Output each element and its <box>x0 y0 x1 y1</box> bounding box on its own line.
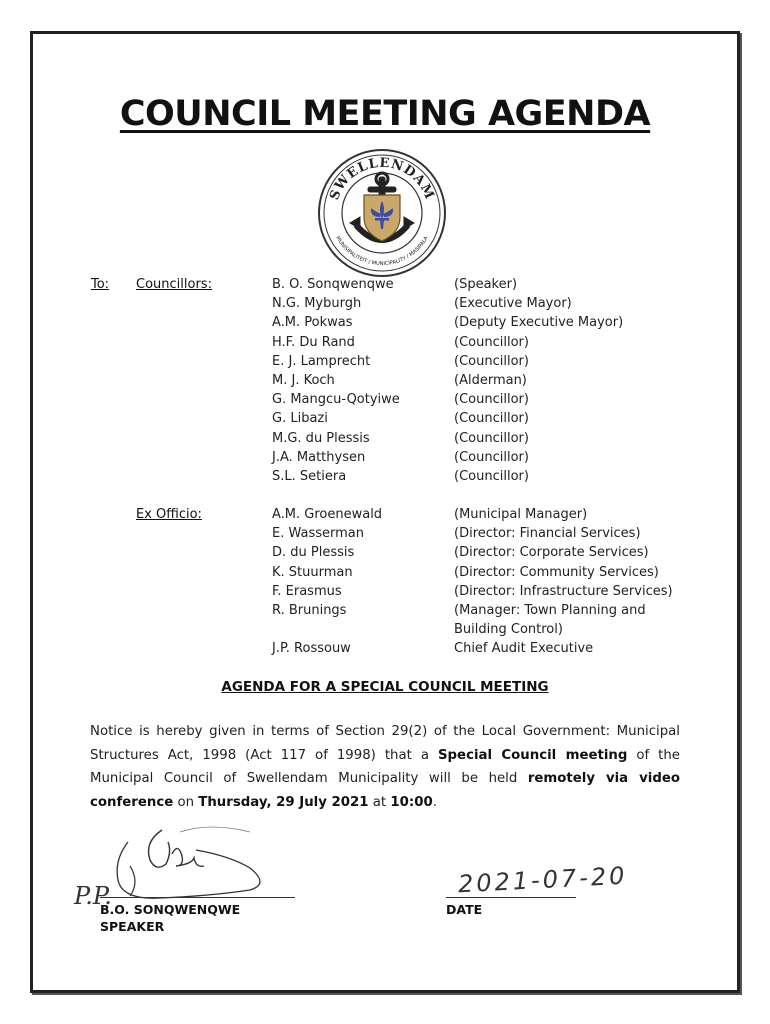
ex-officio-role: Chief Audit Executive <box>454 641 594 657</box>
councillor-role: (Councillor) <box>454 430 529 446</box>
notice-bold: Thursday, 29 July 2021 <box>198 794 369 810</box>
councillor-name: M. J. Koch <box>272 373 335 389</box>
ex-officio-role: (Manager: Town Planning and <box>454 603 646 619</box>
councillor-role: (Alderman) <box>454 373 527 389</box>
municipality-seal-logo <box>316 147 448 279</box>
agenda-heading: AGENDA FOR A SPECIAL COUNCIL MEETING <box>221 679 549 695</box>
ex-officio-roles <box>454 505 673 659</box>
councillor-roles <box>454 275 623 486</box>
ex-officio-role: (Director: Infrastructure Services) <box>454 583 673 599</box>
ex-officio-role: (Municipal Manager) <box>454 507 588 522</box>
ex-officio-name: K. Stuurman <box>272 564 353 580</box>
councillor-name: M.G. du Plessis <box>272 430 370 446</box>
councillor-role: (Councillor) <box>454 449 529 465</box>
date-label: DATE <box>446 902 483 917</box>
handwritten-date: 2021-07-20 <box>457 861 629 899</box>
ex-officio-name: A.M. Groenewald <box>272 507 383 522</box>
notice-bold: remotely via video conference <box>90 771 680 810</box>
councillor-name: A.M. Pokwas <box>272 315 353 331</box>
signatory-name: B.O. SONQWENQWE <box>100 902 241 917</box>
notice-paragraph <box>90 720 680 814</box>
notice-text: of the Municipal Council of Swellendam Municipality will be held <box>90 747 680 786</box>
councillor-role: (Councillor) <box>454 353 529 369</box>
signature-line <box>100 897 295 898</box>
councillor-name: B. O. Sonqwenqwe <box>272 277 394 292</box>
councillor-name: G. Libazi <box>272 411 328 427</box>
page-title: COUNCIL MEETING AGENDA <box>119 94 651 134</box>
handwritten-signature <box>100 812 300 907</box>
seal-bottom-text: MUNISIPALITEIT / MUNICIPALITY / MASIPALA <box>334 235 430 268</box>
to-label: To: <box>91 277 110 292</box>
notice-bold: Special Council meeting <box>437 747 628 763</box>
ex-officio-role: (Director: Community Services) <box>454 564 659 580</box>
notice-bold: 10:00 <box>390 794 433 810</box>
ex-officio-label: Ex Officio: <box>136 507 202 522</box>
notice-text: on <box>173 794 199 810</box>
ex-officio-name: D. du Plessis <box>272 545 355 561</box>
signatory-title: SPEAKER <box>100 919 165 934</box>
councillor-name: S.L. Setiera <box>272 469 347 485</box>
date-line <box>446 897 576 898</box>
notice-text: . <box>432 794 437 810</box>
notice-text: at <box>368 794 391 810</box>
seal-top-text: SWELLENDAM <box>327 155 437 203</box>
ex-officio-name: E. Wasserman <box>272 526 364 542</box>
councillor-name: H.F. Du Rand <box>272 334 355 350</box>
councillor-role: (Councillor) <box>454 411 529 427</box>
ex-officio-name: J.P. Rossouw <box>272 641 351 657</box>
ex-officio-role: (Director: Financial Services) <box>454 526 641 542</box>
councillor-name: N.G. Myburgh <box>272 296 362 312</box>
ex-officio-name: R. Brunings <box>272 603 347 619</box>
councillor-name: J.A. Matthysen <box>272 449 366 465</box>
notice-text: Notice is hereby given in terms of Section 29(2) of the Local Government: Municipal Structures Act, 1998 (Act 117 of 1998) that a <box>90 724 680 763</box>
councillor-name: E. J. Lamprecht <box>272 353 371 369</box>
pp-handwriting: P.P. <box>74 882 112 910</box>
ex-officio-name: F. Erasmus <box>272 583 342 599</box>
ex-officio-role: Building Control) <box>454 622 563 638</box>
councillor-role: (Deputy Executive Mayor) <box>454 315 624 331</box>
councillor-role: (Councillor) <box>454 334 529 350</box>
ex-officio-name <box>272 620 382 639</box>
ex-officio-names <box>272 505 382 659</box>
ex-officio-role: (Director: Corporate Services) <box>454 545 649 561</box>
councillor-role: (Councillor) <box>454 392 529 408</box>
councillor-name: G. Mangcu-Qotyiwe <box>272 392 400 408</box>
councillor-role: (Councillor) <box>454 469 529 485</box>
councillor-names <box>272 275 400 486</box>
councillors-label: Councillors: <box>136 277 212 292</box>
councillor-role: (Speaker) <box>454 277 518 292</box>
councillor-role: (Executive Mayor) <box>454 296 572 312</box>
